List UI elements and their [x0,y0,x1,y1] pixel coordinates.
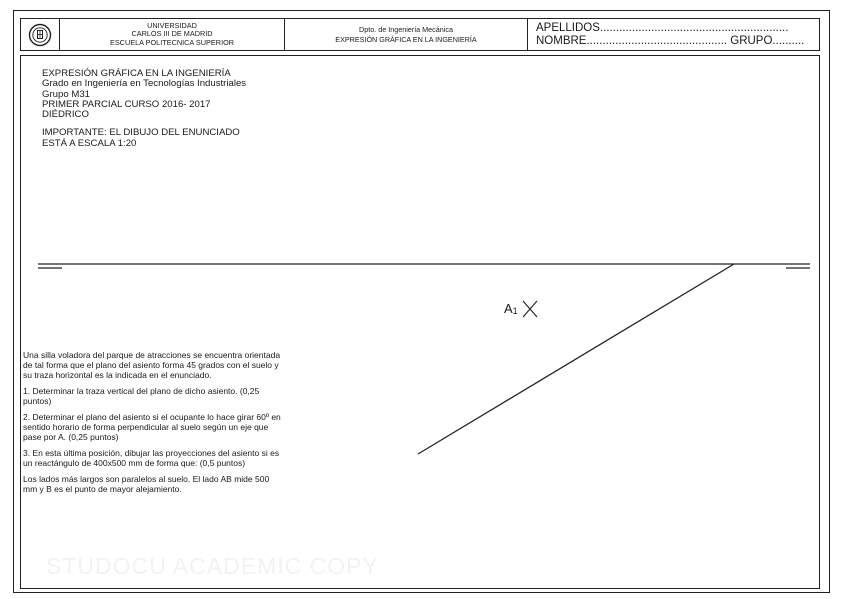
title-block [20,18,820,51]
important-line: IMPORTANTE: EL DIBUJO DEL ENUNCIADO [42,127,240,139]
department-name [285,19,528,50]
department-line: Dpto. de Ingeniería Mecánica [359,24,453,34]
info-line: DIÉDRICO [42,109,89,121]
student-fields [528,19,819,50]
university-line: ESCUELA POLITECNICA SUPERIOR [109,37,235,47]
university-name [60,19,285,50]
problem-statement [23,350,285,500]
problem-note: Los lados más largos son paralelos al suelo. El lado AB mide 500 mm y B es el punto de mayor alejamiento. [23,474,270,494]
exam-content [20,55,820,589]
problem-intro: Una silla voladora del parque de atracciones se encuentra orientada de tal forma que el plano del asiento forma 45 grados con el suelo y su traza horizontal es la indicada en el enunciado. [23,350,281,380]
info-line: Grupo M31 [42,88,90,100]
question-2: 2. Determinar el plano del asiento si el ocupante lo hace girar 60º en sentido horario de forma perpendicular al suelo según un eje que pase por A. (0,25 puntos) [23,412,281,442]
apellidos-field[interactable]: APELLIDOS........................................................... [536,22,789,34]
question-1: 1. Determinar la traza vertical del plano de dicho asiento. (0,25 puntos) [23,386,260,406]
nombre-grupo-field[interactable]: NOMBRE............................................ GRUPO.......... [536,34,805,47]
info-line: PRIMER PARCIAL CURSO 2016- 2017 [42,98,211,110]
university-line: CARLOS III DE MADRID [131,29,213,39]
question-3: 3. En esta última posición, dibujar las proyecciones del asiento si es un reactángulo de 400x500 mm de forma que: (0,5 puntos) [23,448,280,468]
point-subscript: 1 [512,306,518,316]
info-line: EXPRESIÓN GRÁFICA EN LA INGENIERÍA [42,68,231,79]
point-a1-label [504,301,518,316]
department-line: EXPRESIÓN GRÁFICA EN LA INGENIERÍA [335,34,477,44]
dihedral-drawing [21,56,819,588]
watermark: STUDOCU ACADEMIC COPY [46,553,379,579]
university-line: UNIVERSIDAD [147,20,197,30]
info-line: Grado en Ingeniería en Tecnologías Industriales [42,78,247,90]
point-label: A [504,301,513,316]
horizontal-trace-line [418,264,734,454]
important-line: ESTÁ A ESCALA 1:20 [42,137,137,149]
university-seal-icon [28,23,52,47]
university-logo [21,19,60,50]
